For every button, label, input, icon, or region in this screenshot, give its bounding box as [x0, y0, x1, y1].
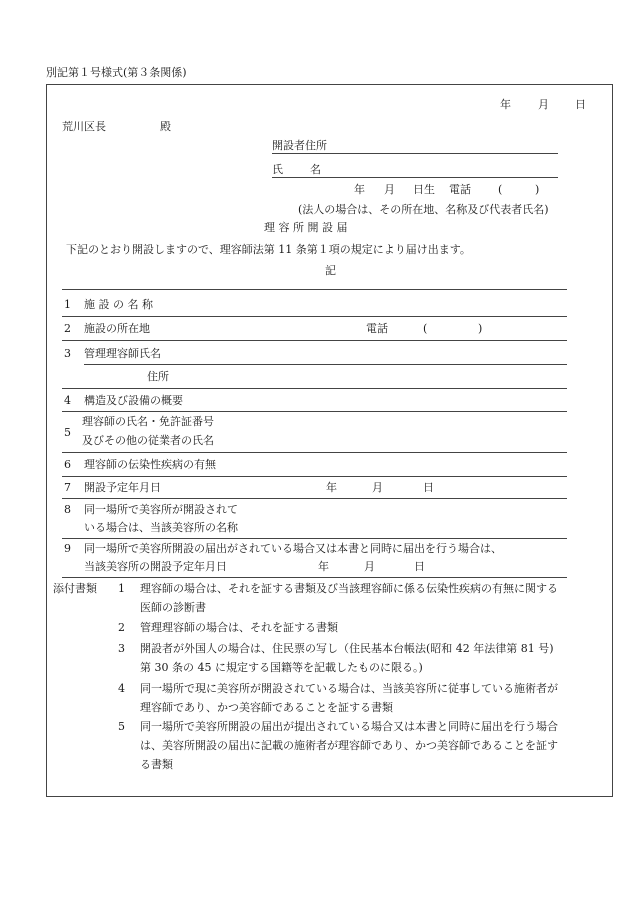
- item-1-label: 施 設 の 名 称: [84, 298, 153, 311]
- attachment-3-number: 3: [118, 642, 125, 655]
- attachment-1-number: 1: [118, 582, 125, 595]
- item-3-label: 管理理容師氏名: [84, 347, 161, 360]
- item-7-month: 月: [372, 481, 383, 494]
- attachment-1-line-2: 医師の診断書: [140, 601, 206, 614]
- divider: [62, 340, 567, 341]
- attachment-4-number: 4: [118, 682, 125, 695]
- attachment-1-line-1: 理容師の場合は、それを証する書類及び当該理容師に係る伝染性疾病の有無に関する: [140, 582, 558, 595]
- divider: [62, 316, 567, 317]
- date-month: 月: [538, 98, 549, 111]
- ki-label: 記: [325, 264, 336, 277]
- applicant-address-label: 開設者住所: [272, 139, 327, 152]
- declaration-text: 下記のとおり開設しますので、理容師法第 11 条第１項の規定により届け出ます。: [66, 243, 471, 256]
- applicant-name-label-2: 名: [310, 163, 321, 176]
- birth-year: 年: [354, 183, 365, 196]
- divider: [62, 538, 567, 539]
- divider: [62, 452, 567, 453]
- attachment-3-line-1: 開設者が外国人の場合は、住民票の写し（住民基本台帳法(昭和 42 年法律第 81 号): [140, 642, 554, 655]
- item-9-line-2: 当該美容所の開設予定年月日: [84, 560, 227, 573]
- phone-close-paren: ): [535, 183, 540, 196]
- attachment-2-line-1: 管理理容師の場合は、それを証する書類: [140, 621, 338, 634]
- attachment-5-line-2: は、美容所開設の届出に記載の施術者が理容師であり、かつ美容師であることを証す: [140, 739, 558, 752]
- item-3-number: 3: [64, 347, 71, 360]
- item-9-month: 月: [364, 560, 375, 573]
- item-8-number: 8: [64, 503, 71, 516]
- item-6-label: 理容師の伝染性疾病の有無: [84, 458, 216, 471]
- applicant-address-line: [272, 153, 558, 154]
- item-9-day: 日: [414, 560, 425, 573]
- attachment-4-line-2: 理容師であり、かつ美容師であることを証する書類: [140, 701, 393, 714]
- divider: [62, 498, 567, 499]
- item-4-label: 構造及び設備の概要: [84, 394, 183, 407]
- item-8-line-1: 同一場所で美容所が開設されて: [84, 503, 238, 516]
- item-6-number: 6: [64, 458, 71, 471]
- divider: [62, 476, 567, 477]
- item-2-paren-close: ): [478, 322, 483, 335]
- item-1-number: 1: [64, 298, 71, 311]
- addressee-office: 荒川区長: [62, 120, 106, 133]
- phone-label: 電話: [449, 183, 471, 196]
- item-7-number: 7: [64, 481, 71, 494]
- birth-month: 月: [384, 183, 395, 196]
- attachment-5-line-3: る書類: [140, 758, 173, 771]
- item-7-label: 開設予定年月日: [84, 481, 161, 494]
- date-year: 年: [500, 98, 511, 111]
- divider: [62, 289, 567, 290]
- phone-open-paren: (: [498, 183, 503, 196]
- item-5-number: 5: [64, 426, 71, 439]
- divider: [62, 411, 567, 412]
- attachment-3-line-2: 第 30 条の 45 に規定する国籍等を記載したものに限る。): [140, 661, 423, 674]
- item-9-number: 9: [64, 542, 71, 555]
- applicant-name-line: [272, 177, 558, 178]
- form-number-label: 別記第１号様式(第３条関係): [46, 66, 187, 79]
- item-9-line-1: 同一場所で美容所開設の届出がされている場合又は本書と同時に届出を行う場合は、: [84, 542, 502, 555]
- date-day: 日: [575, 98, 586, 111]
- divider: [62, 577, 567, 578]
- addressee-honorific: 殿: [160, 120, 171, 133]
- attachment-4-line-1: 同一場所で現に美容所が開設されている場合は、当該美容所に従事している施術者が: [140, 682, 558, 695]
- attachment-5-line-1: 同一場所で美容所開設の届出が提出されている場合又は本書と同時に届出を行う場合: [140, 720, 558, 733]
- form-title: 理 容 所 開 設 届: [264, 221, 348, 234]
- item-9-year: 年: [318, 560, 329, 573]
- attachment-2-number: 2: [118, 621, 125, 634]
- birth-day-suffix: 日生: [413, 183, 435, 196]
- item-3-address-label: 住所: [147, 370, 169, 383]
- item-7-year: 年: [326, 481, 337, 494]
- item-5-line-1: 理容師の氏名・免許証番号: [82, 415, 214, 428]
- item-5-line-2: 及びその他の従業者の氏名: [82, 434, 214, 447]
- item-2-paren-open: (: [423, 322, 428, 335]
- item-4-number: 4: [64, 394, 71, 407]
- attachment-5-number: 5: [118, 720, 125, 733]
- corporation-note: (法人の場合は、その所在地、名称及び代表者氏名): [298, 203, 549, 216]
- divider: [84, 364, 567, 365]
- item-2-label: 施設の所在地: [84, 322, 150, 335]
- item-2-number: 2: [64, 322, 71, 335]
- item-8-line-2: いる場合は、当該美容所の名称: [84, 521, 238, 534]
- applicant-name-label-1: 氏: [272, 163, 283, 176]
- item-2-phone-label: 電話: [366, 322, 388, 335]
- divider: [62, 388, 567, 389]
- attachments-heading: 添付書類: [53, 582, 97, 595]
- item-7-day: 日: [423, 481, 434, 494]
